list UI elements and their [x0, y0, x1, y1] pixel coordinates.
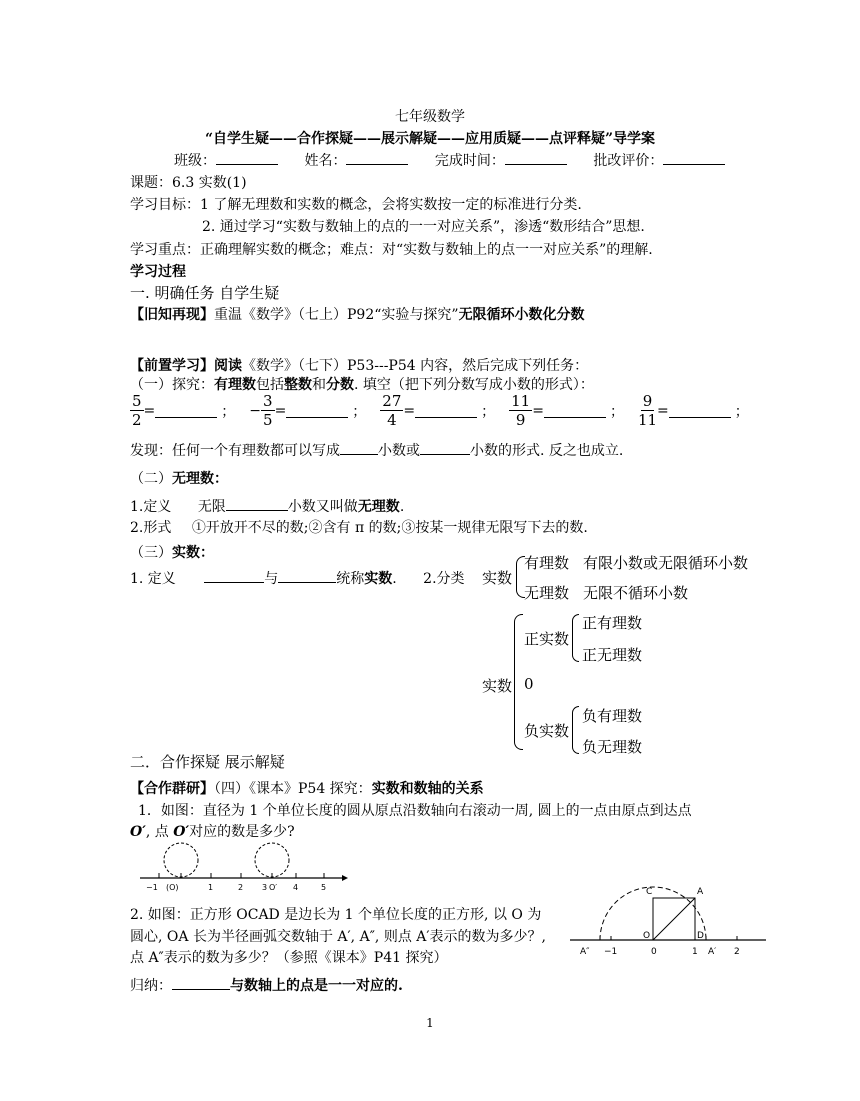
fraction-den: 11	[637, 411, 658, 429]
point-label: A	[697, 887, 704, 897]
goal-2: 2. 通过学习“实数与数轴上的点的一一对应关系”，渗透“数形结合”思想.	[202, 219, 645, 235]
form-text: ①开放开不尽的数;②含有 π 的数;③按某一规律无限写下去的数.	[191, 520, 588, 536]
find-a: 发现：任何一个有理数都可以写成	[130, 443, 340, 459]
tree1-item-desc: 有限小数或无限循环小数	[583, 554, 749, 572]
irr-head-b: 无理数：	[172, 471, 228, 487]
page-number: 1	[426, 1016, 434, 1030]
point-label: A′	[708, 947, 717, 957]
def-a: 无限	[197, 499, 226, 515]
irr-head-a: （二）	[130, 471, 172, 487]
explore-f: 分数	[326, 377, 354, 393]
tree2-root: 实数	[482, 677, 513, 695]
separator: ；	[481, 403, 496, 420]
time-blank[interactable]	[505, 150, 567, 165]
tick-label: 1	[692, 947, 698, 957]
review-line	[130, 304, 585, 324]
fraction	[130, 392, 144, 429]
explore-b: 有理数	[214, 377, 256, 393]
separator: ；	[734, 403, 749, 420]
classification-label: 2.分类	[423, 571, 465, 587]
form-label: 2.形式	[130, 520, 172, 536]
equals: =	[657, 402, 669, 419]
rdef-d: 实数	[364, 571, 393, 587]
find-blank-2[interactable]	[420, 440, 470, 455]
real-head-a: （三）	[130, 545, 172, 561]
fraction-item	[509, 392, 638, 429]
def-c: 无理数	[357, 499, 400, 515]
point-label: A″	[580, 947, 590, 957]
q1-e: 对应的数是多少?	[189, 824, 295, 840]
equals: =	[532, 402, 544, 419]
fraction-den: 5	[263, 411, 273, 429]
cooperate-tag: 【合作群研】	[130, 781, 214, 797]
subject-title: 七年级数学	[395, 109, 465, 125]
circle-start	[164, 843, 198, 877]
fraction-den: 9	[515, 411, 526, 429]
process-title: 学习过程	[130, 264, 186, 280]
summary-b: 与数轴上的点是一一对应的.	[230, 978, 403, 994]
tick-label: 4	[293, 883, 299, 892]
tick-label: −1	[604, 947, 618, 957]
answer-blank[interactable]	[669, 403, 731, 418]
summary-line	[130, 975, 403, 995]
review-tag: 【旧知再现】	[130, 307, 214, 323]
rdef-e: .	[392, 571, 397, 587]
explore-d: 整数	[284, 377, 312, 393]
fraction-num: 11	[511, 392, 531, 410]
pre-bold: 阅读	[214, 358, 242, 374]
tree1-item-rational	[524, 552, 748, 573]
q1-c: , 点	[145, 824, 174, 840]
class-blank[interactable]	[216, 150, 278, 165]
header-fields	[174, 150, 725, 170]
axis-arrow-icon	[342, 875, 348, 881]
tree2-neg-brace	[572, 706, 579, 754]
real-heading	[130, 542, 214, 562]
tree2-pos-irrational: 正无理数	[582, 646, 643, 664]
key-points: 学习重点：正确理解实数的概念；难点：对“实数与数轴上的点一一对应关系”的理解.	[130, 242, 653, 258]
explore-a: （一）探究：	[130, 377, 214, 393]
fraction-num: 3	[263, 392, 273, 410]
equals: =	[143, 402, 156, 419]
fraction-item	[249, 392, 380, 429]
tick-label: 1	[208, 883, 214, 892]
tree2-pos-rational: 正有理数	[582, 614, 643, 632]
def-d: .	[399, 499, 405, 515]
tick-label: 0	[651, 947, 657, 957]
section1-title: 一. 明确任务 自学生疑	[130, 284, 280, 302]
question-2-line1: 2. 如图：正方形 OCAD 是边长为 1 个单位长度的正方形, 以 O 为	[130, 907, 542, 923]
pre-study-line	[130, 355, 588, 375]
tree2-pos-brace	[572, 614, 579, 662]
name-label: 姓名：	[304, 153, 347, 169]
summary-blank[interactable]	[172, 975, 230, 990]
summary-a: 归纳：	[130, 978, 172, 994]
fraction	[638, 392, 657, 429]
fraction-item	[638, 392, 749, 429]
pre-text: 《数学》（七下）P53---P54 内容，然后完成下列任务：	[242, 358, 589, 374]
fraction	[509, 392, 532, 429]
separator: ；	[352, 403, 367, 420]
answer-blank[interactable]	[544, 403, 606, 418]
question-1-line1: 1．如图：直径为 1 个单位长度的圆从原点沿数轴向右滚动一周, 圆上的一点由原点到达点	[138, 803, 692, 819]
irrational-definition	[130, 496, 404, 516]
square-arc-figure	[566, 868, 772, 962]
tree2-positive: 正实数	[524, 630, 570, 648]
fraction-num: 5	[132, 392, 142, 410]
tree2-neg-irrational: 负无理数	[582, 738, 643, 756]
review-label: 批改评价：	[593, 153, 664, 169]
tick-label: 2	[734, 947, 740, 957]
point-label: O	[643, 931, 651, 941]
fraction	[261, 392, 275, 429]
q1-b: O′	[130, 824, 146, 840]
separator: ；	[609, 403, 624, 420]
point-label: C	[646, 887, 653, 897]
tick-label: (O)	[166, 883, 179, 892]
rdef-blank-1[interactable]	[204, 568, 264, 583]
explore-line	[130, 374, 594, 394]
name-blank[interactable]	[346, 150, 408, 165]
answer-blank[interactable]	[155, 403, 217, 418]
fraction-den: 2	[132, 411, 142, 429]
question-1-line2	[130, 821, 295, 841]
pre-tag: 【前置学习】	[130, 358, 214, 374]
rdef-c: 统称	[336, 571, 365, 587]
cooperate-text: （四）《课本》P54 探究：	[214, 781, 372, 797]
cooperate-bold: 实数和数轴的关系	[371, 781, 484, 797]
explore-g: . 填空（把下列分数写成小数的形式）：	[354, 377, 594, 393]
fraction-num: 9	[642, 392, 653, 410]
explore-e: 和	[312, 377, 326, 393]
find-blank-1[interactable]	[340, 440, 378, 455]
q1-d: O′	[173, 824, 190, 840]
circle-end	[255, 843, 289, 877]
rdef-blank-2[interactable]	[278, 568, 336, 583]
review-text: 重温《数学》（七上）P92“实验与探究”	[214, 307, 459, 323]
find-c: 小数的形式. 反之也成立.	[470, 443, 624, 459]
review-blank[interactable]	[663, 150, 725, 165]
irrational-heading	[130, 468, 228, 488]
diagonal-oa	[653, 898, 695, 940]
tick-label: 2	[238, 883, 244, 892]
question-2-line2: 圆心, OA 长为半径画弧交数轴于 A′, A″, 则点 A′表示的数为多少？,	[130, 929, 547, 945]
answer-blank[interactable]	[286, 403, 348, 418]
explore-c: 包括	[256, 377, 284, 393]
tree2-zero: 0	[524, 675, 534, 693]
def-label: 1.定义	[130, 499, 172, 515]
fraction-item	[130, 392, 249, 429]
tick-label: 5	[321, 883, 327, 892]
time-label: 完成时间：	[434, 153, 505, 169]
def-blank[interactable]	[226, 496, 288, 511]
tree2-negative: 负实数	[524, 722, 570, 740]
real-definition	[130, 568, 465, 588]
rdef-label: 1. 定义	[130, 571, 176, 587]
tree1-item-irrational	[524, 582, 688, 603]
tree2-brace	[514, 614, 523, 750]
tree1-root: 实数	[482, 569, 513, 587]
tick-label: 3	[262, 883, 268, 892]
section2-title: 二．合作探疑 展示解疑	[130, 753, 285, 771]
tick-label: −1	[146, 883, 158, 892]
fraction-sign: −	[249, 402, 262, 419]
point-label: D	[697, 931, 704, 941]
review-bold: 无限循环小数化分数	[458, 307, 585, 323]
goal-1: 学习目标：1 了解无理数和实数的概念，会将实数按一定的标准进行分类.	[130, 197, 582, 213]
cooperate-line	[130, 778, 484, 798]
finding-line	[130, 440, 623, 460]
rolling-circle-figure	[136, 842, 348, 898]
tree1-item-desc: 无限不循环小数	[583, 584, 689, 602]
topic: 课题：6.3 实数(1)	[130, 175, 247, 191]
fraction-item	[380, 392, 509, 429]
tree2-neg-rational: 负有理数	[582, 707, 643, 725]
fraction-den: 4	[387, 411, 397, 429]
tree1-item-name: 有理数	[524, 554, 570, 572]
page-title: “自学生疑——合作探疑——展示解疑——应用质疑——点评释疑”导学案	[204, 131, 656, 147]
fractions-row	[130, 392, 749, 429]
real-head-b: 实数：	[172, 545, 214, 561]
equals: =	[403, 402, 416, 419]
fraction	[380, 392, 403, 429]
def-b: 小数又叫做	[287, 499, 358, 515]
tree1-item-name: 无理数	[524, 584, 570, 602]
separator: ；	[221, 403, 236, 420]
equals: =	[274, 402, 287, 419]
answer-blank[interactable]	[415, 403, 477, 418]
tick-label: O′	[269, 883, 278, 892]
fraction-num: 27	[382, 392, 402, 410]
irrational-forms	[130, 517, 588, 537]
class-label: 班级：	[174, 153, 216, 169]
question-2-line3: 点 A″表示的数为多少？（参照《课本》P41 探究）	[130, 950, 448, 966]
rdef-mid: 与	[264, 571, 279, 587]
find-b: 小数或	[378, 443, 420, 459]
